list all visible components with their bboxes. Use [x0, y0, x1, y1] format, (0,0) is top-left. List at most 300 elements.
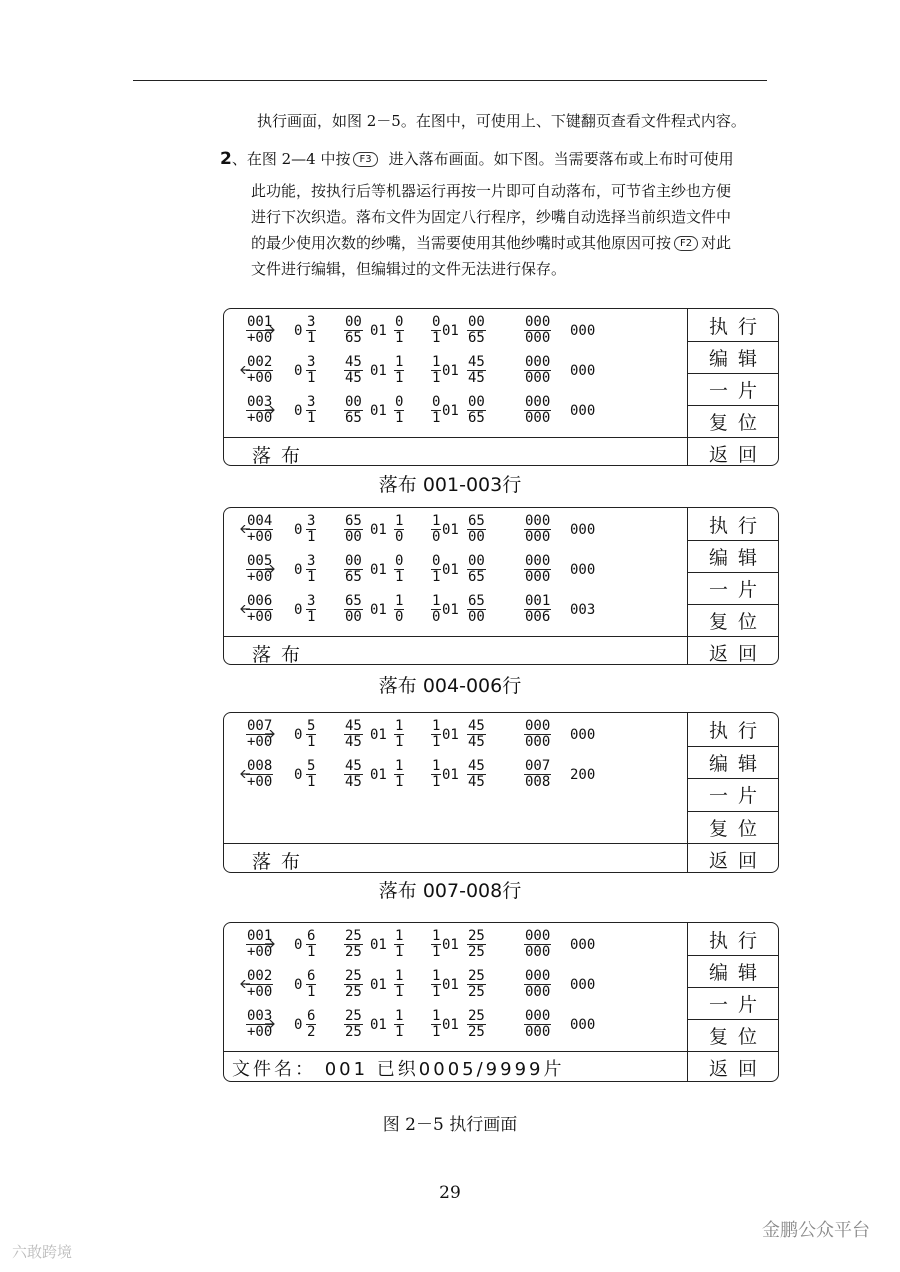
numerator: 001: [247, 314, 273, 330]
status-line: 落布: [252, 644, 311, 666]
program-row: [224, 969, 688, 1007]
denominator: 000: [525, 569, 551, 585]
value: 0: [294, 1017, 303, 1033]
needle-fraction: [431, 759, 441, 790]
yarn-fraction: [524, 719, 551, 750]
denominator: 1: [395, 984, 404, 1000]
denominator: 000: [525, 529, 551, 545]
program-row: [224, 759, 688, 797]
density-fraction: [344, 1009, 363, 1040]
denominator: 1: [395, 944, 404, 960]
screen-panel: [223, 507, 779, 665]
program-row: [224, 554, 688, 592]
numerator: 007: [247, 718, 273, 734]
arrow-right-icon: [265, 326, 275, 334]
needle-fraction: [394, 514, 404, 545]
needle-fraction: [431, 355, 441, 386]
softkey-column: [687, 713, 778, 872]
density-fraction: [467, 554, 486, 585]
density-fraction: [467, 355, 486, 386]
denominator: 000: [525, 1024, 551, 1040]
value: 000: [570, 977, 596, 993]
status-line: 落布: [252, 445, 311, 467]
value: 000: [570, 323, 596, 339]
arrow-right-icon: [265, 730, 275, 738]
speed-fraction: [306, 969, 316, 1000]
numerator: 006: [247, 593, 273, 609]
denominator: +00: [247, 370, 273, 386]
value: 01: [442, 1017, 459, 1033]
numerator: 002: [247, 354, 273, 370]
denominator: 000: [525, 984, 551, 1000]
program-row: [224, 395, 688, 433]
numerator: 000: [525, 354, 551, 370]
softkey-divider: [688, 746, 778, 747]
softkey-divider: [688, 604, 778, 605]
one-piece-button[interactable]: 一片: [708, 994, 767, 1016]
numerator: 45: [345, 758, 362, 774]
density-fraction: [344, 969, 363, 1000]
return-button[interactable]: 返回: [708, 643, 767, 665]
denominator: 1: [307, 734, 316, 750]
softkey-column: [687, 508, 778, 664]
execute-button[interactable]: 执行: [708, 316, 767, 338]
yarn-fraction: [524, 759, 551, 790]
header-rule: [133, 80, 767, 81]
numerator: 5: [307, 718, 316, 734]
arrow-right-icon: [265, 1020, 275, 1028]
softkey-divider: [688, 636, 778, 637]
denominator: 00: [468, 609, 485, 625]
denominator: 1: [307, 569, 316, 585]
status-divider: [224, 1051, 688, 1052]
density-fraction: [467, 594, 486, 625]
denominator: 1: [432, 330, 441, 346]
speed-fraction: [306, 315, 316, 346]
numerator: 6: [307, 1008, 316, 1024]
denominator: 1: [307, 529, 316, 545]
arrow-right-icon: [265, 940, 275, 948]
f3-key-icon: F3: [353, 152, 377, 167]
yarn-fraction: [524, 969, 551, 1000]
panel-caption: 落布 004-006行: [378, 675, 522, 697]
numerator: 1: [395, 968, 404, 984]
denominator: 45: [468, 370, 485, 386]
numerator: 0: [432, 314, 441, 330]
value: 01: [442, 937, 459, 953]
arrow-left-icon: [240, 605, 250, 613]
numerator: 45: [468, 758, 485, 774]
value: 01: [370, 977, 387, 993]
denominator: 00: [345, 529, 362, 545]
denominator: 1: [432, 734, 441, 750]
numerator: 65: [468, 593, 485, 609]
yarn-fraction: [524, 594, 551, 625]
status-line: 落布: [252, 851, 311, 873]
program-row: [224, 1009, 688, 1047]
denominator: 1: [395, 774, 404, 790]
numerator: 45: [345, 718, 362, 734]
density-fraction: [344, 594, 363, 625]
status-divider: [224, 843, 688, 844]
numerator: 1: [432, 718, 441, 734]
denominator: 65: [468, 330, 485, 346]
denominator: 1: [307, 330, 316, 346]
denominator: 1: [395, 330, 404, 346]
denominator: 00: [345, 609, 362, 625]
value: 01: [442, 403, 459, 419]
denominator: +00: [247, 330, 273, 346]
value: 01: [370, 727, 387, 743]
numerator: 00: [345, 314, 362, 330]
numerator: 000: [525, 394, 551, 410]
numerator: 00: [345, 394, 362, 410]
needle-fraction: [431, 969, 441, 1000]
edit-button[interactable]: 编辑: [708, 752, 767, 775]
panel-caption: 落布 001-003行: [378, 474, 522, 496]
arrow-left-icon: [240, 366, 250, 374]
numerator: 000: [525, 553, 551, 569]
density-fraction: [344, 554, 363, 585]
denominator: +00: [247, 529, 273, 545]
row-number-fraction: [246, 594, 273, 625]
arrow-left-icon: [240, 770, 250, 778]
value: 01: [442, 602, 459, 618]
numerator: 1: [395, 354, 404, 370]
value: 000: [570, 562, 596, 578]
value: 01: [370, 562, 387, 578]
arrow-right-icon: [265, 406, 275, 414]
needle-fraction: [431, 1009, 441, 1040]
numerator: 001: [525, 593, 551, 609]
denominator: 1: [395, 410, 404, 426]
denominator: +00: [247, 569, 273, 585]
value: 000: [570, 363, 596, 379]
value: 01: [442, 727, 459, 743]
value: 0: [294, 767, 303, 783]
denominator: 1: [432, 569, 441, 585]
value: 01: [370, 323, 387, 339]
status-divider: [224, 636, 688, 637]
value: 01: [442, 977, 459, 993]
density-fraction: [344, 759, 363, 790]
softkey-divider: [688, 811, 778, 812]
value: 01: [370, 522, 387, 538]
denominator: 25: [345, 1024, 362, 1040]
softkey-divider: [688, 341, 778, 342]
numerator: 1: [432, 513, 441, 529]
softkey-column: [687, 309, 778, 465]
numerator: 1: [395, 928, 404, 944]
needle-fraction: [394, 759, 404, 790]
execute-button[interactable]: 执行: [708, 930, 767, 952]
execute-button[interactable]: 执行: [708, 720, 767, 742]
numerator: 25: [468, 928, 485, 944]
text-line: [220, 146, 734, 172]
needle-fraction: [431, 929, 441, 960]
denominator: +00: [247, 774, 273, 790]
denominator: 45: [345, 774, 362, 790]
numerator: 3: [307, 394, 316, 410]
softkey-divider: [688, 437, 778, 438]
program-row: [224, 514, 688, 552]
numerator: 0: [432, 394, 441, 410]
return-button[interactable]: 返回: [708, 444, 767, 466]
value: 0: [294, 323, 303, 339]
needle-fraction: [431, 594, 441, 625]
value: 01: [442, 323, 459, 339]
denominator: 1: [432, 370, 441, 386]
text-line: 文件进行编辑，但编辑过的文件无法进行保存。: [251, 260, 567, 278]
reset-button[interactable]: 复位: [708, 817, 767, 840]
needle-fraction: [394, 969, 404, 1000]
denominator: +00: [247, 609, 273, 625]
status-divider: [224, 437, 688, 438]
numerator: 1: [432, 928, 441, 944]
text-fragment: 对此: [701, 234, 732, 252]
denominator: +00: [247, 410, 273, 426]
row-number-fraction: [246, 759, 273, 790]
softkey-divider: [688, 843, 778, 844]
denominator: 1: [307, 370, 316, 386]
numerator: 3: [307, 354, 316, 370]
denominator: +00: [247, 1024, 273, 1040]
numerator: 00: [468, 553, 485, 569]
arrow-left-icon: [240, 980, 250, 988]
density-fraction: [467, 969, 486, 1000]
denominator: 25: [345, 984, 362, 1000]
reset-button[interactable]: 复位: [708, 412, 767, 434]
denominator: 00: [468, 529, 485, 545]
numerator: 65: [345, 593, 362, 609]
numerator: 6: [307, 928, 316, 944]
value: 01: [370, 1017, 387, 1033]
denominator: 1: [395, 370, 404, 386]
numerator: 25: [468, 968, 485, 984]
numerator: 001: [247, 928, 273, 944]
density-fraction: [344, 315, 363, 346]
edit-button[interactable]: 编辑: [708, 348, 767, 370]
softkey-divider: [688, 1019, 778, 1020]
program-row: [224, 594, 688, 632]
density-fraction: [467, 514, 486, 545]
one-piece-button[interactable]: 一片: [708, 785, 767, 807]
yarn-fraction: [524, 514, 551, 545]
value: 01: [370, 403, 387, 419]
numerator: 1: [432, 1008, 441, 1024]
value: 000: [570, 522, 596, 538]
row-number-fraction: [246, 355, 273, 386]
density-fraction: [344, 355, 363, 386]
denominator: 1: [307, 944, 316, 960]
value: 01: [370, 602, 387, 618]
numerator: 00: [468, 394, 485, 410]
value: 0: [294, 727, 303, 743]
denominator: 000: [525, 370, 551, 386]
numerator: 3: [307, 513, 316, 529]
denominator: 25: [468, 944, 485, 960]
density-fraction: [467, 929, 486, 960]
edit-button[interactable]: 编辑: [708, 962, 767, 984]
numerator: 004: [247, 513, 273, 529]
density-fraction: [467, 395, 486, 426]
softkey-divider: [688, 405, 778, 406]
denominator: 1: [395, 1024, 404, 1040]
screen-panel: [223, 308, 779, 466]
yarn-fraction: [524, 554, 551, 585]
numerator: 6: [307, 968, 316, 984]
numerator: 0: [395, 394, 404, 410]
softkey-divider: [688, 955, 778, 956]
speed-fraction: [306, 355, 316, 386]
value: 01: [442, 522, 459, 538]
numerator: 0: [395, 553, 404, 569]
density-fraction: [344, 514, 363, 545]
arrow-right-icon: [265, 565, 275, 573]
reset-button[interactable]: 复位: [708, 1026, 767, 1048]
denominator: 1: [307, 774, 316, 790]
yarn-fraction: [524, 395, 551, 426]
denominator: 65: [468, 569, 485, 585]
softkey-divider: [688, 540, 778, 541]
denominator: 1: [307, 609, 316, 625]
text-line: 进行下次织造。落布文件为固定八行程序，纱嘴自动选择当前织造文件中: [251, 208, 732, 226]
edit-button[interactable]: 编辑: [708, 547, 767, 569]
speed-fraction: [306, 554, 316, 585]
value: 0: [294, 937, 303, 953]
watermark-right: 金鹏公众平台: [762, 1220, 870, 1241]
value: 01: [442, 562, 459, 578]
denominator: 1: [395, 734, 404, 750]
f2-key-icon: F2: [674, 236, 698, 251]
numerator: 65: [468, 513, 485, 529]
needle-fraction: [394, 554, 404, 585]
denominator: 45: [468, 774, 485, 790]
numerator: 003: [247, 1008, 273, 1024]
denominator: 0: [432, 609, 441, 625]
status-line: 文件名： 001 已织0005/9999片: [232, 1059, 565, 1080]
softkey-column: [687, 923, 778, 1081]
density-fraction: [467, 1009, 486, 1040]
numerator: 1: [395, 1008, 404, 1024]
needle-fraction: [431, 315, 441, 346]
numerator: 007: [525, 758, 551, 774]
softkey-divider: [688, 572, 778, 573]
numerator: 000: [525, 513, 551, 529]
numerator: 000: [525, 1008, 551, 1024]
softkey-divider: [688, 778, 778, 779]
numerator: 3: [307, 593, 316, 609]
return-button[interactable]: 返回: [708, 850, 767, 872]
numerator: 1: [395, 758, 404, 774]
value: 0: [294, 977, 303, 993]
denominator: +00: [247, 944, 273, 960]
execute-button[interactable]: 执行: [708, 515, 767, 537]
yarn-fraction: [524, 929, 551, 960]
text-line: 执行画面，如图 2－5。在图中，可使用上、下键翻页查看文件程式内容。: [257, 112, 746, 130]
denominator: 1: [395, 569, 404, 585]
speed-fraction: [306, 759, 316, 790]
numerator: 00: [468, 314, 485, 330]
value: 01: [370, 767, 387, 783]
denominator: 000: [525, 944, 551, 960]
numerator: 0: [432, 553, 441, 569]
value: 01: [442, 767, 459, 783]
text-fragment: 进入落布画面。如下图。当需要落布或上布时可使用: [388, 150, 734, 168]
numerator: 003: [247, 394, 273, 410]
value: 0: [294, 363, 303, 379]
screen-panel: [223, 922, 779, 1082]
denominator: 000: [525, 734, 551, 750]
value: 003: [570, 602, 596, 618]
numerator: 1: [432, 593, 441, 609]
value: 000: [570, 403, 596, 419]
denominator: 0: [395, 529, 404, 545]
speed-fraction: [306, 929, 316, 960]
needle-fraction: [394, 929, 404, 960]
program-row: [224, 929, 688, 967]
density-fraction: [344, 929, 363, 960]
numerator: 002: [247, 968, 273, 984]
numerator: 1: [395, 718, 404, 734]
needle-fraction: [394, 315, 404, 346]
needle-fraction: [394, 355, 404, 386]
speed-fraction: [306, 1009, 316, 1040]
denominator: 1: [432, 774, 441, 790]
denominator: 65: [345, 410, 362, 426]
numerator: 1: [432, 758, 441, 774]
reset-button[interactable]: 复位: [708, 611, 767, 633]
text-line: 此功能，按执行后等机器运行再按一片即可自动落布，可节省主纱也方便: [251, 182, 732, 200]
numerator: 008: [247, 758, 273, 774]
one-piece-button[interactable]: 一片: [708, 380, 767, 402]
denominator: +00: [247, 734, 273, 750]
text-line: [251, 230, 731, 256]
program-row: [224, 315, 688, 353]
numerator: 25: [345, 1008, 362, 1024]
denominator: 45: [468, 734, 485, 750]
value: 000: [570, 727, 596, 743]
return-button[interactable]: 返回: [708, 1058, 767, 1080]
row-number-fraction: [246, 969, 273, 1000]
speed-fraction: [306, 719, 316, 750]
needle-fraction: [431, 514, 441, 545]
needle-fraction: [394, 594, 404, 625]
denominator: 65: [345, 569, 362, 585]
numerator: 45: [345, 354, 362, 370]
denominator: 006: [525, 609, 551, 625]
page-number: 29: [439, 1183, 461, 1203]
denominator: 1: [307, 984, 316, 1000]
denominator: 25: [468, 984, 485, 1000]
denominator: 1: [432, 1024, 441, 1040]
screen-panel: [223, 712, 779, 873]
numerator: 1: [432, 354, 441, 370]
one-piece-button[interactable]: 一片: [708, 579, 767, 601]
density-fraction: [344, 395, 363, 426]
denominator: 1: [307, 410, 316, 426]
numerator: 3: [307, 553, 316, 569]
numerator: 25: [345, 928, 362, 944]
numerator: 1: [432, 968, 441, 984]
denominator: 1: [432, 410, 441, 426]
yarn-fraction: [524, 1009, 551, 1040]
denominator: 65: [468, 410, 485, 426]
numerator: 45: [468, 718, 485, 734]
denominator: 65: [345, 330, 362, 346]
value: 200: [570, 767, 596, 783]
density-fraction: [467, 759, 486, 790]
